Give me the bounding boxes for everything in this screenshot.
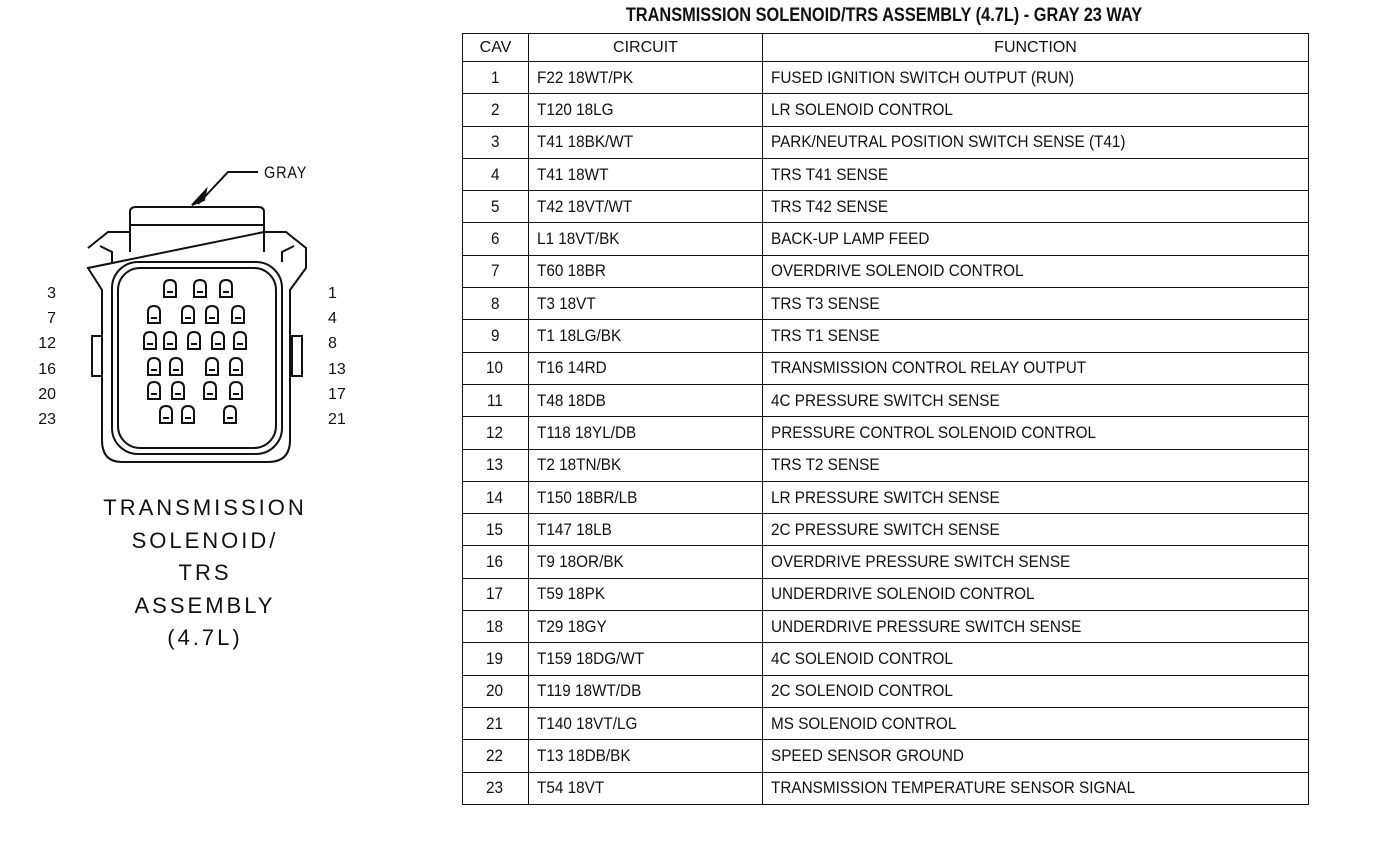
- connector-face: [118, 268, 276, 448]
- table-row: [463, 223, 1309, 255]
- cav-cell-text: 14: [486, 487, 504, 507]
- header-cav: CAV: [463, 34, 529, 62]
- cav-cell: [463, 740, 529, 772]
- table-row: [463, 126, 1309, 158]
- circuit-cell: [529, 514, 763, 546]
- circuit-cell-text: T42 18VT/WT: [537, 196, 633, 216]
- cav-cell: [463, 611, 529, 643]
- cav-cell-text: 21: [486, 713, 504, 733]
- cav-cell-text: 17: [486, 584, 504, 604]
- function-cell-text: OVERDRIVE SOLENOID CONTROL: [771, 261, 1024, 281]
- cavity: [212, 332, 224, 349]
- circuit-cell-text: T60 18BR: [537, 261, 606, 281]
- cav-cell: [463, 675, 529, 707]
- table-row: [463, 481, 1309, 513]
- function-cell-text: TRS T42 SENSE: [771, 196, 889, 216]
- cav-cell-text: 16: [486, 552, 504, 572]
- circuit-cell-text: T1 18LG/BK: [537, 326, 622, 346]
- cavity: [148, 382, 160, 399]
- cav-cell: [463, 191, 529, 223]
- cav-cell: [463, 62, 529, 94]
- connector-face-drawing: [0, 0, 440, 480]
- table-row: [463, 62, 1309, 94]
- circuit-cell: [529, 611, 763, 643]
- circuit-cell: [529, 62, 763, 94]
- cav-cell-text: 2: [490, 99, 500, 119]
- function-cell: [763, 288, 1309, 320]
- caption-line: (4.7L): [167, 625, 243, 650]
- function-cell-text: 4C PRESSURE SWITCH SENSE: [771, 390, 1000, 410]
- function-cell-text: TRANSMISSION CONTROL RELAY OUTPUT: [771, 358, 1087, 378]
- cavity: [230, 358, 242, 375]
- circuit-cell-text: T147 18LB: [537, 519, 612, 539]
- function-cell-text: 4C SOLENOID CONTROL: [771, 648, 953, 668]
- function-cell-text: TRS T3 SENSE: [771, 293, 880, 313]
- table-row: [463, 675, 1309, 707]
- cavity: [204, 382, 216, 399]
- function-cell: [763, 126, 1309, 158]
- circuit-cell: [529, 223, 763, 255]
- cav-cell: [463, 643, 529, 675]
- circuit-cell: [529, 707, 763, 739]
- function-cell: [763, 94, 1309, 126]
- circuit-cell-text: T16 14RD: [537, 358, 607, 378]
- circuit-cell: [529, 384, 763, 416]
- cav-cell: [463, 514, 529, 546]
- circuit-cell-text: T120 18LG: [537, 99, 614, 119]
- cav-cell: [463, 158, 529, 190]
- function-cell: [763, 158, 1309, 190]
- caption-line: TRANSMISSION: [103, 495, 307, 520]
- cavity: [144, 332, 156, 349]
- function-cell-text: TRS T2 SENSE: [771, 455, 880, 475]
- function-cell: [763, 223, 1309, 255]
- cav-cell-text: 5: [490, 196, 500, 216]
- circuit-cell-text: T150 18BR/LB: [537, 487, 638, 507]
- cav-cell-text: 20: [486, 681, 504, 701]
- circuit-cell: [529, 320, 763, 352]
- table-title: TRANSMISSION SOLENOID/TRS ASSEMBLY (4.7L) - GRAY 23 WAY: [625, 5, 1143, 26]
- cav-cell: [463, 384, 529, 416]
- function-cell-text: 2C PRESSURE SWITCH SENSE: [771, 519, 1000, 539]
- connector-diagram: [0, 0, 440, 700]
- function-cell: [763, 255, 1309, 287]
- circuit-cell: [529, 417, 763, 449]
- caption-line: ASSEMBLY: [134, 592, 276, 618]
- table-row: [463, 352, 1309, 384]
- circuit-cell: [529, 578, 763, 610]
- table-row: [463, 255, 1309, 287]
- cav-cell-text: 18: [486, 616, 504, 636]
- cav-cell: [463, 320, 529, 352]
- circuit-cell-text: T59 18PK: [537, 584, 606, 604]
- cav-cell: [463, 94, 529, 126]
- cavity: [188, 332, 200, 349]
- circuit-cell-text: T2 18TN/BK: [537, 455, 622, 475]
- cav-cell: [463, 481, 529, 513]
- function-cell-text: BACK-UP LAMP FEED: [771, 229, 930, 249]
- table-row: [463, 611, 1309, 643]
- table-row: [463, 772, 1309, 804]
- cav-cell: [463, 707, 529, 739]
- circuit-cell-text: T29 18GY: [537, 616, 607, 636]
- function-cell: [763, 320, 1309, 352]
- function-cell-text: LR SOLENOID CONTROL: [771, 99, 953, 119]
- circuit-cell: [529, 643, 763, 675]
- function-cell: [763, 417, 1309, 449]
- pin-number: 4: [328, 310, 337, 327]
- cav-cell-text: 1: [490, 67, 500, 87]
- circuit-cell-text: T9 18OR/BK: [537, 552, 624, 572]
- cav-cell-text: 11: [486, 390, 503, 410]
- cavity: [230, 382, 242, 399]
- circuit-cell: [529, 772, 763, 804]
- table-row: [463, 578, 1309, 610]
- pin-number: 16: [38, 361, 56, 378]
- circuit-cell-text: T54 18VT: [537, 778, 605, 798]
- function-cell: [763, 514, 1309, 546]
- circuit-cell-text: T41 18BK/WT: [537, 132, 634, 152]
- circuit-cell-text: T118 18YL/DB: [537, 422, 637, 442]
- connector-caption: [60, 492, 350, 655]
- function-cell: [763, 611, 1309, 643]
- function-cell: [763, 578, 1309, 610]
- cavity: [164, 332, 176, 349]
- circuit-cell-text: L1 18VT/BK: [537, 229, 620, 249]
- cav-cell: [463, 352, 529, 384]
- pin-number: 12: [38, 335, 56, 352]
- cav-cell: [463, 578, 529, 610]
- cav-cell-text: 12: [486, 422, 504, 442]
- function-cell-text: UNDERDRIVE SOLENOID CONTROL: [771, 584, 1035, 604]
- cav-cell-text: 10: [486, 358, 504, 378]
- circuit-cell: [529, 94, 763, 126]
- caption-line: TRS: [178, 560, 232, 585]
- cavity: [148, 358, 160, 375]
- cav-cell-text: 23: [486, 778, 504, 798]
- circuit-cell: [529, 255, 763, 287]
- circuit-cell: [529, 288, 763, 320]
- function-cell: [763, 772, 1309, 804]
- circuit-cell-text: T48 18DB: [537, 390, 606, 410]
- function-cell-text: OVERDRIVE PRESSURE SWITCH SENSE: [771, 552, 1071, 572]
- function-cell: [763, 191, 1309, 223]
- function-cell-text: FUSED IGNITION SWITCH OUTPUT (RUN): [771, 67, 1075, 87]
- table-row: [463, 707, 1309, 739]
- table-row: [463, 288, 1309, 320]
- table-body: [463, 62, 1309, 805]
- cav-cell-text: 6: [490, 229, 500, 249]
- function-cell: [763, 643, 1309, 675]
- function-cell-text: UNDERDRIVE PRESSURE SWITCH SENSE: [771, 616, 1082, 636]
- cavity: [194, 280, 206, 297]
- header-function: FUNCTION: [763, 34, 1309, 62]
- cavity: [148, 306, 160, 323]
- cav-cell: [463, 223, 529, 255]
- cav-cell-text: 22: [486, 745, 504, 765]
- pinout-table: [462, 33, 1309, 805]
- caption-line: SOLENOID/: [131, 527, 279, 553]
- cav-cell: [463, 417, 529, 449]
- circuit-cell: [529, 481, 763, 513]
- cav-cell-text: 15: [486, 519, 504, 539]
- cav-cell: [463, 288, 529, 320]
- circuit-cell: [529, 126, 763, 158]
- cav-cell: [463, 255, 529, 287]
- pin-number: 3: [47, 285, 56, 302]
- cavity: [170, 358, 182, 375]
- circuit-cell-text: T119 18WT/DB: [537, 681, 642, 701]
- pin-number: 20: [38, 386, 56, 403]
- header-circuit: CIRCUIT: [529, 34, 763, 62]
- table-row: [463, 191, 1309, 223]
- table-row: [463, 94, 1309, 126]
- table-header-row: [463, 34, 1309, 62]
- cav-cell-text: 13: [486, 455, 504, 475]
- circuit-cell: [529, 158, 763, 190]
- color-label: GRAY: [264, 163, 308, 182]
- function-cell: [763, 62, 1309, 94]
- cavity: [224, 406, 236, 423]
- cav-cell: [463, 772, 529, 804]
- cav-cell-text: 3: [490, 132, 500, 152]
- function-cell-text: PARK/NEUTRAL POSITION SWITCH SENSE (T41): [771, 132, 1126, 152]
- table-row: [463, 740, 1309, 772]
- table-row: [463, 643, 1309, 675]
- cavity: [172, 382, 184, 399]
- circuit-cell: [529, 191, 763, 223]
- function-cell: [763, 449, 1309, 481]
- table-row: [463, 417, 1309, 449]
- connector-body: [88, 232, 306, 462]
- cav-cell: [463, 546, 529, 578]
- pin-number: 21: [328, 411, 346, 428]
- cavity: [182, 406, 194, 423]
- function-cell: [763, 707, 1309, 739]
- function-cell-text: TRANSMISSION TEMPERATURE SENSOR SIGNAL: [771, 778, 1136, 798]
- circuit-cell-text: T3 18VT: [537, 293, 596, 313]
- pin-number: 17: [328, 386, 346, 403]
- table-row: [463, 546, 1309, 578]
- function-cell: [763, 384, 1309, 416]
- table-row: [463, 514, 1309, 546]
- cavity-group: [144, 280, 246, 423]
- function-cell-text: PRESSURE CONTROL SOLENOID CONTROL: [771, 422, 1097, 442]
- cav-cell-text: 4: [490, 164, 500, 184]
- table-row: [463, 158, 1309, 190]
- circuit-cell: [529, 352, 763, 384]
- circuit-cell: [529, 546, 763, 578]
- cavity: [234, 332, 246, 349]
- circuit-cell-text: T140 18VT/LG: [537, 713, 638, 733]
- function-cell-text: TRS T41 SENSE: [771, 164, 889, 184]
- function-cell: [763, 740, 1309, 772]
- pin-number: 7: [47, 310, 56, 327]
- circuit-cell-text: T13 18DB/BK: [537, 745, 631, 765]
- circuit-cell: [529, 740, 763, 772]
- cavity: [160, 406, 172, 423]
- function-cell-text: LR PRESSURE SWITCH SENSE: [771, 487, 1000, 507]
- function-cell: [763, 546, 1309, 578]
- cavity: [206, 306, 218, 323]
- circuit-cell-text: T159 18DG/WT: [537, 648, 645, 668]
- table-row: [463, 384, 1309, 416]
- cav-cell-text: 8: [490, 293, 500, 313]
- cavity: [206, 358, 218, 375]
- cav-cell-text: 7: [490, 261, 500, 281]
- function-cell-text: SPEED SENSOR GROUND: [771, 745, 964, 765]
- function-cell-text: 2C SOLENOID CONTROL: [771, 681, 953, 701]
- function-cell: [763, 481, 1309, 513]
- cavity: [232, 306, 244, 323]
- pin-number: 13: [328, 361, 346, 378]
- function-cell-text: TRS T1 SENSE: [771, 326, 880, 346]
- cavity: [182, 306, 194, 323]
- gray-arrow-icon: [192, 190, 206, 205]
- table-row: [463, 320, 1309, 352]
- cav-cell-text: 19: [486, 648, 504, 668]
- pin-number: 8: [328, 335, 337, 352]
- circuit-cell: [529, 449, 763, 481]
- cav-cell: [463, 126, 529, 158]
- pin-number: 1: [328, 285, 337, 302]
- circuit-cell-text: F22 18WT/PK: [537, 67, 634, 87]
- function-cell: [763, 352, 1309, 384]
- circuit-cell: [529, 675, 763, 707]
- pin-number: 23: [38, 411, 56, 428]
- cavity: [220, 280, 232, 297]
- cav-cell-text: 9: [490, 326, 500, 346]
- cav-cell: [463, 449, 529, 481]
- cavity: [164, 280, 176, 297]
- table-row: [463, 449, 1309, 481]
- function-cell: [763, 675, 1309, 707]
- function-cell-text: MS SOLENOID CONTROL: [771, 713, 957, 733]
- circuit-cell-text: T41 18WT: [537, 164, 609, 184]
